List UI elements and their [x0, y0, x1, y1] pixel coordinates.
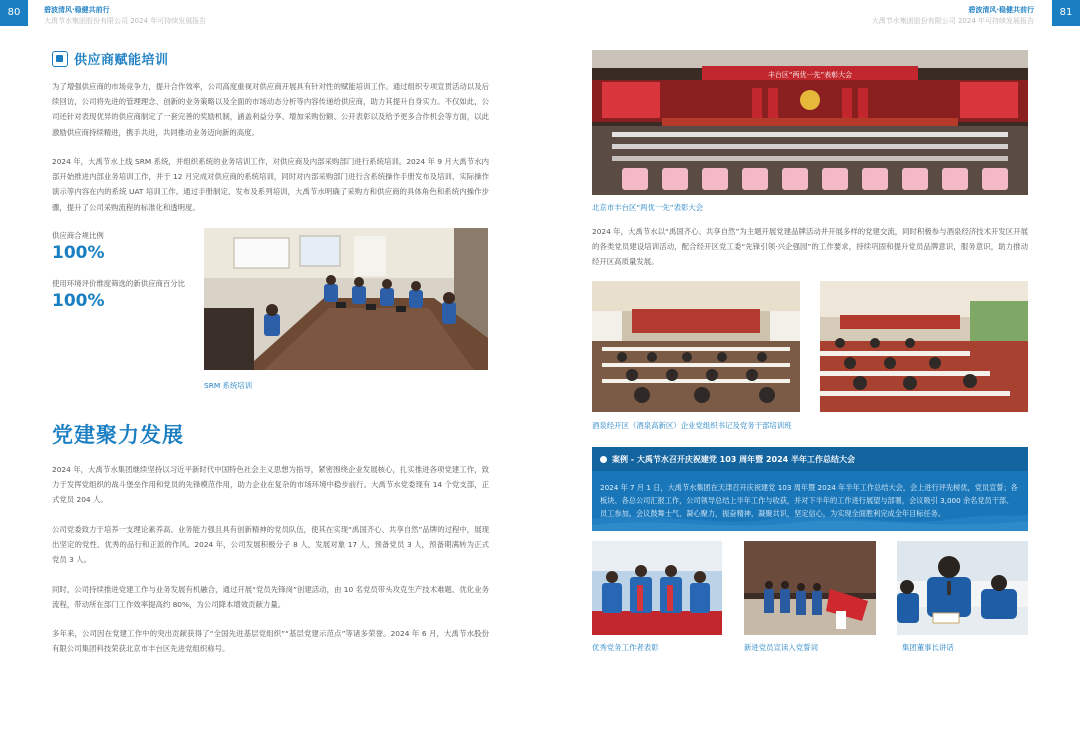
- case-study-title: 案例 - 大禹节水召开庆祝建党 103 周年暨 2024 半年工作总结大会: [612, 454, 855, 464]
- bottom-photo-caption-2: 新进党员宣读入党誓词: [744, 643, 818, 652]
- right-header-tagline: 碧波清风·稳健共前行: [968, 6, 1034, 14]
- case-study-header: [592, 447, 1028, 471]
- outstanding-worker-photo: [592, 541, 722, 635]
- stat-label: 使用环境评价维度筛选的新供应商百分比: [52, 279, 186, 288]
- supplier-section-heading: [52, 49, 169, 68]
- commendation-conference-photo: [592, 50, 1028, 195]
- party-paragraph-2: 公司党委致力于培养一支理论素养高、业务能力强且具有创新精神的党员队伍，使其在实现“禹国齐心、共享自然”品牌的过程中，展现出坚定的党性、优秀的品行和正派的作风。2024 年，公司发展积极分子 8 人，发展对象 17 人，预备党员 3 人，预备期满转为正式党员 3 人。: [52, 525, 489, 565]
- stat-value: 100%: [52, 291, 105, 311]
- party-paragraph-1: 2024 年，大禹节水集团继续坚持以习近平新时代中国特色社会主义思想为指导，紧密围绕企业发展核心，扎实推进各项党建工作，致力于发挥党组织的战斗堡垒作用和党员的先锋模范作用，助力企业在复杂的市场环境中稳步前行。大禹节水党委现有 14 个党支部，正式党员 204 人。: [52, 465, 489, 505]
- stat-supplier-compliance: [52, 230, 105, 263]
- supplier-paragraph-1: 为了增强供应商的市场竞争力，提升合作效率，公司高度重视对供应商开展具有针对性的赋能培训工作。通过组织专项宣贯活动以及后续回访，公司将先进的管理理念、创新的业务策略以及全面的市场动态分析等内容传递给供应商，助力其提升自身实力。不仅如此，公司还针对表现优异的供应商制定了一套完善的奖励机制，涵盖利益分享、增加采购份额、公开表彰以及给予更多合作机会等方面，以此激励供应商持续精进，携手共进，共同推动业务迈向新的高度。: [52, 82, 489, 137]
- case-study-body: 2024 年 7 月 1 日，大禹节水集团在天津召开庆祝建党 103 周年暨 2024 年半年工作总结大会，会上进行评先树优，党员宣誓；各板块、各总公司汇报工作，公司领导总结上半年工作与收获，并对下半年的工作进行展望与部署，会议吸引 3,000 余名党员干部、员工参加。会议鼓舞士气、凝心聚力，振奋精神，凝聚共识，坚定信心，为实现全面胜利完成全年目标任务。: [600, 483, 1018, 518]
- stat-label: 供应商合规比例: [52, 231, 104, 240]
- srm-photo-caption: SRM 系统培训: [204, 381, 253, 390]
- party-paragraph-4: 多年来，公司因在党建工作中的突出贡献获得了“全国先进基层党组织”“基层党建示范点”等诸多荣誉。2024 年 6 月，大禹节水股份有限公司集团科技荣获北京市丰台区先进党组织称号。: [52, 629, 489, 654]
- training-class-photo-left: [592, 281, 800, 412]
- right-running-header: [872, 5, 1034, 27]
- right-page-paragraph: 2024 年，大禹节水以“禹国齐心、共享自然”为主题开展党建品牌活动并开展多样的党建交流，同时积极参与酒泉经济技术开发区开展的各类党员建设培训活动，配合经开区党工委“先锋引领·兴企强园”的工作要求，持续巩固和提升党员品牌意识，服务意识，助力推动经开区高质量发展。: [592, 227, 1028, 267]
- training-photo-caption: 酒泉经开区（酒泉高新区）企业党组织书记及党务干部培训班: [592, 421, 792, 430]
- conference-banner-text: 丰台区“两优一先”表彰大会: [767, 71, 853, 79]
- commendation-photo-caption: 北京市丰台区“两优一先”表彰大会: [592, 203, 704, 212]
- left-page-number: 80: [0, 0, 28, 26]
- supplier-section-title: 供应商赋能培训: [74, 53, 169, 68]
- stat-env-screened-suppliers: [52, 278, 185, 311]
- case-study-box: [592, 447, 1028, 531]
- left-header-tagline: 碧波清风·稳健共前行: [44, 6, 110, 14]
- supplier-paragraph-2: 2024 年，大禹节水上线 SRM 系统，并组织系统的业务培训工作，对供应商及内部采购部门进行系统培训。2024 年 9 月大禹节水内部开始推进内部业务培训工作，并于 12 月完成对供应商的系统培训，同时对内部采购部门进行含系统操作手册发布及培训、实际操作演示等内容在内的系统 UAT 培训工作。通过手册制定、发布及系列培训，大禹节水明确了采购方和供应商的具体角色和系统内操作步骤，提升了公司采购流程的标准化和透明度。: [52, 157, 489, 212]
- training-class-photo-right: [820, 281, 1028, 412]
- srm-training-photo: [204, 228, 488, 370]
- right-header-subtitle: 大禹节水集团股份有限公司 2024 年可持续发展报告: [871, 17, 1034, 25]
- party-paragraph-3: 同时，公司持续推进党建工作与业务发展有机融合，通过开展“党员先锋岗”创建活动，由 10 名党员带头攻克生产技术难题、优化业务流程，带动所在部门工作效率提高约 80%，为公司降本增效贡献力量。: [52, 585, 489, 610]
- stat-value: 100%: [52, 243, 105, 263]
- section-square-icon: [52, 51, 68, 67]
- bottom-photo-caption-3: 集团董事长讲话: [902, 643, 954, 652]
- case-bullet-icon: [600, 456, 607, 463]
- left-running-header: [44, 5, 206, 27]
- new-member-oath-photo: [744, 541, 876, 635]
- party-section-title: 党建聚力发展: [52, 423, 184, 447]
- right-page-number: 81: [1052, 0, 1080, 26]
- bottom-photo-caption-1: 优秀党务工作者表彰: [592, 643, 659, 652]
- left-header-subtitle: 大禹节水集团股份有限公司 2024 年可持续发展报告: [44, 17, 207, 25]
- chairman-speech-photo: [897, 541, 1028, 635]
